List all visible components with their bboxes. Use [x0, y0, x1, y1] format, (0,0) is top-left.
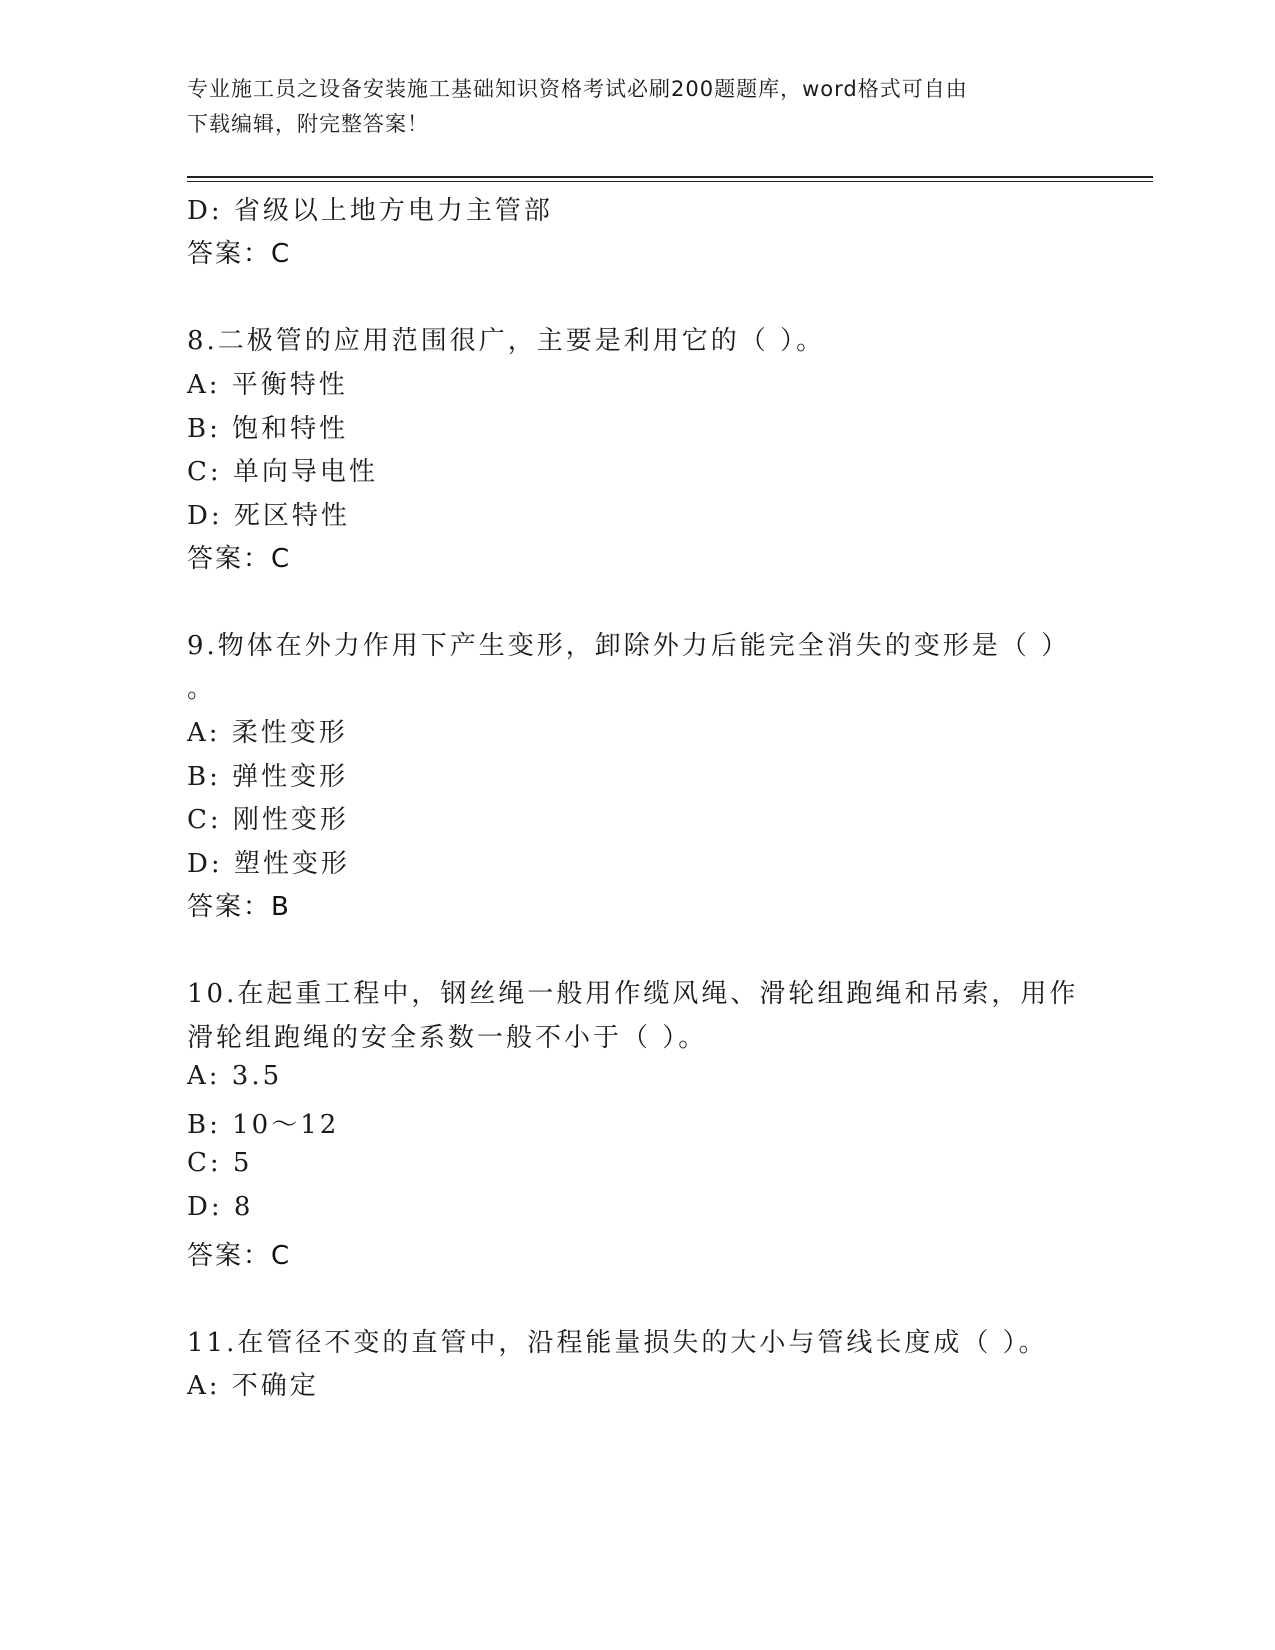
- question-8-stem: 8.二极管的应用范围很广，主要是利用它的（ ）。: [187, 326, 826, 356]
- question-8-option-b: B: 饱和特性: [187, 414, 349, 444]
- question-9-option-d: D: 塑性变形: [187, 849, 350, 879]
- question-10-option-b: B: 10～12: [187, 1110, 340, 1140]
- question-8-option-c: C: 单向导电性: [187, 457, 378, 487]
- question-9-option-c: C: 刚性变形: [187, 805, 349, 835]
- question-9-option-a: A: 柔性变形: [187, 718, 348, 748]
- question-9-stem-line-2: 。: [187, 674, 217, 704]
- question-10-option-c: C: 5: [187, 1148, 253, 1178]
- question-8-answer: 答案：C: [187, 544, 292, 574]
- question-10-option-d: D: 8: [187, 1192, 254, 1222]
- header-line-2: 下载编辑，附完整答案！: [187, 112, 429, 136]
- question-9-answer: 答案：B: [187, 892, 291, 922]
- question-10-option-a: A: 3.5: [187, 1061, 283, 1091]
- question-9-stem-line-1: 9.物体在外力作用下产生变形，卸除外力后能完全消失的变形是（ ）: [187, 631, 1071, 661]
- prev-question-option-d: D: 省级以上地方电力主管部: [187, 196, 553, 226]
- question-8-option-a: A: 平衡特性: [187, 370, 348, 400]
- header-line-1: 专业施工员之设备安装施工基础知识资格考试必刷200题题库，word格式可自由: [187, 77, 968, 101]
- question-11-stem: 11.在管径不变的直管中，沿程能量损失的大小与管线长度成（ ）。: [187, 1328, 1048, 1358]
- question-9-option-b: B: 弹性变形: [187, 762, 349, 792]
- question-10-answer: 答案：C: [187, 1241, 292, 1271]
- question-10-stem-line-1: 10.在起重工程中，钢丝绳一般用作缆风绳、滑轮组跑绳和吊索，用作: [187, 979, 1079, 1009]
- document-header: [187, 72, 1087, 142]
- header-divider-thin: [187, 181, 1153, 182]
- header-divider-thick: [187, 176, 1153, 178]
- prev-question-answer: 答案：C: [187, 239, 292, 269]
- question-11-option-a: A: 不确定: [187, 1371, 319, 1401]
- question-8-option-d: D: 死区特性: [187, 501, 350, 531]
- question-10-stem-line-2: 滑轮组跑绳的安全系数一般不小于（ ）。: [187, 1023, 708, 1053]
